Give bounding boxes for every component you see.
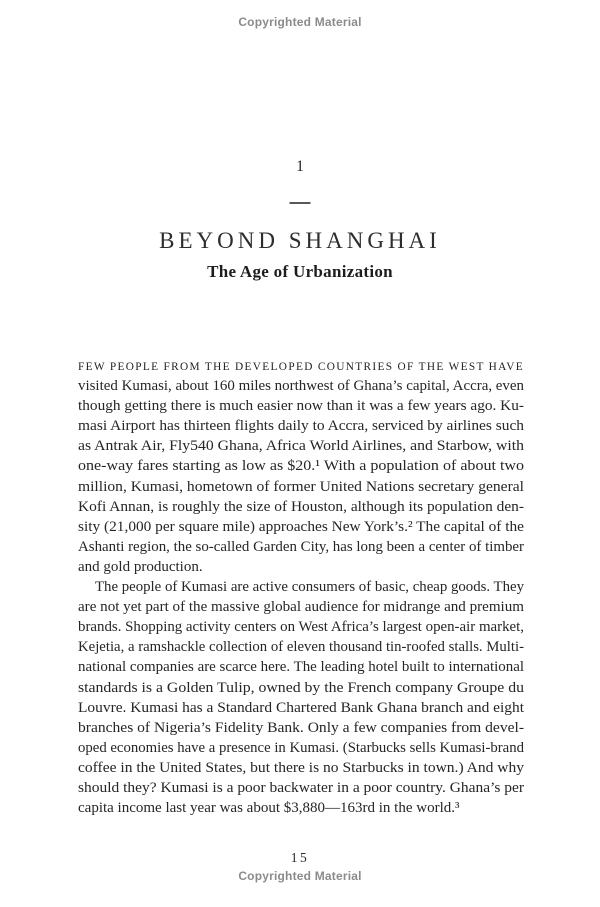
text-line: are not yet part of the massive global audience for midrange and premium	[78, 599, 524, 616]
text-line: though getting there is much easier now than it was a few years ago. Ku-	[78, 398, 524, 415]
text-line: branches of Nigeria’s Fidelity Bank. Only a few companies from devel-	[78, 719, 524, 736]
text-line: coffee in the United States, but there is no Starbucks in town.) And why	[78, 759, 524, 776]
chapter-divider-rule	[290, 202, 311, 204]
text-line: one-way fares starting as low as $20.¹ With a population of about two	[78, 458, 524, 475]
text-line: standards is a Golden Tulip, owned by the French company Groupe du	[78, 679, 524, 696]
text-line: FEW PEOPLE FROM THE DEVELOPED COUNTRIES OF THE WEST HAVE	[78, 359, 524, 373]
text-line: as Antrak Air, Fly540 Ghana, Africa World Airlines, and Starbow, with	[78, 438, 524, 455]
text-line: Ashanti region, the so-called Garden City, has long been a center of timber	[78, 538, 524, 555]
body-text	[78, 356, 524, 818]
text-line: Louvre. Kumasi has a Standard Chartered Bank Ghana branch and eight	[78, 699, 524, 716]
text-line: brands. Shopping activity centers on West Africa’s largest open-air market,	[78, 619, 524, 636]
text-line: should they? Kumasi is a poor backwater in a poor country. Ghana’s per	[78, 779, 524, 796]
chapter-subtitle: The Age of Urbanization	[207, 262, 393, 281]
chapter-number: 1	[296, 158, 304, 175]
text-line: visited Kumasi, about 160 miles northwest of Ghana’s capital, Accra, even	[78, 378, 524, 395]
text-line: capita income last year was about $3,880—163rd in the world.³	[78, 800, 460, 817]
copyright-notice-bottom: Copyrighted Material	[238, 869, 362, 883]
text-line: million, Kumasi, hometown of former United Nations secretary general	[78, 478, 524, 495]
text-line: national companies are scarce here. The leading hotel built to international	[78, 659, 524, 676]
text-line: Kejetia, a ramshackle collection of eleven thousand tin-roofed stalls. Multi-	[78, 639, 524, 656]
text-line: The people of Kumasi are active consumers of basic, cheap goods. They	[95, 579, 524, 596]
text-line: Kofi Annan, is roughly the size of Houston, although its population den-	[78, 498, 524, 515]
page-number: 15	[290, 850, 310, 865]
text-line: sity (21,000 per square mile) approaches New York’s.² The capital of the	[78, 518, 524, 535]
text-line: and gold production.	[78, 558, 203, 575]
text-line: masi Airport has thirteen flights daily to Accra, serviced by airlines such	[78, 418, 524, 435]
chapter-title: BEYOND SHANGHAI	[159, 228, 441, 253]
text-line: oped economies have a presence in Kumasi. (Starbucks sells Kumasi-brand	[78, 739, 524, 756]
copyright-notice-top: Copyrighted Material	[238, 15, 362, 29]
